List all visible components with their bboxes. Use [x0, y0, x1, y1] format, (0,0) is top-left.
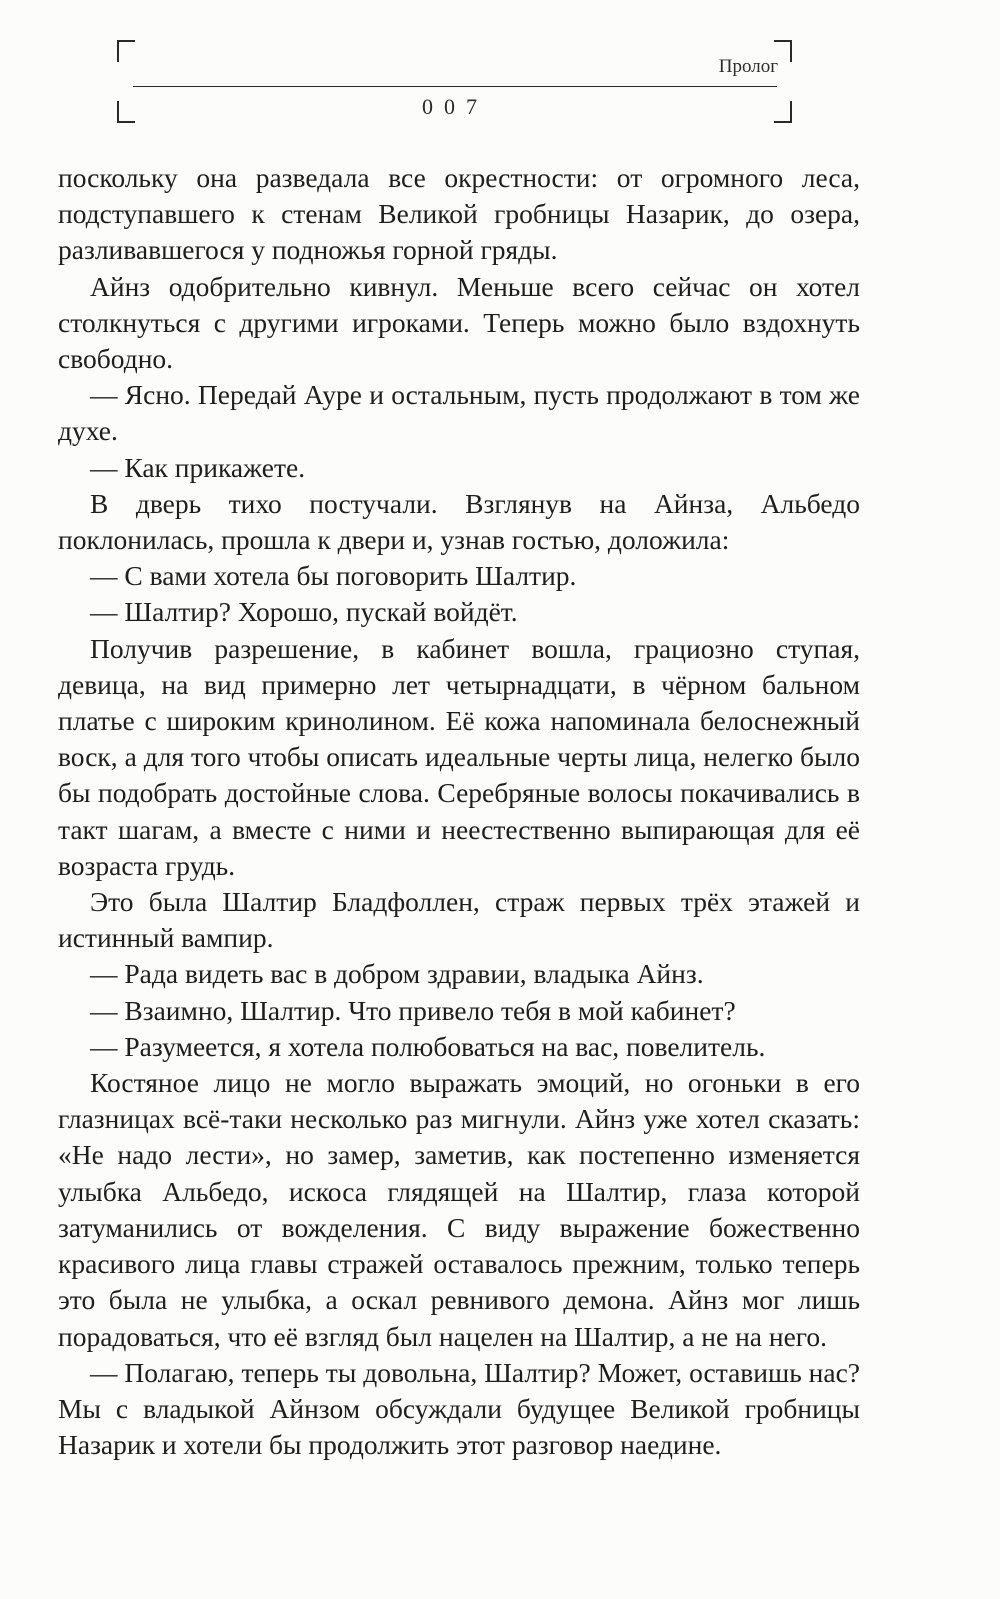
- header-corner-bracket: [117, 40, 135, 62]
- body-text: [58, 160, 860, 1463]
- paragraph: В дверь тихо постучали. Взглянув на Айнза, Альбедо поклонилась, прошла к двери и, узнав гостью, доложила:: [58, 487, 860, 556]
- paragraph: Айнз одобрительно кивнул. Меньше всего сейчас он хотел столкнуться с другими игроками. Теперь можно было вздохнуть свободно.: [58, 270, 860, 375]
- paragraph: — С вами хотела бы поговорить Шалтир.: [90, 560, 577, 592]
- header-rule: [133, 86, 777, 87]
- paragraph: — Рада видеть вас в добром здравии, владыка Айнз.: [90, 958, 704, 990]
- paragraph: — Разумеется, я хотела полюбоваться на вас, повелитель.: [90, 1030, 766, 1062]
- paragraph: — Как прикажете.: [90, 451, 306, 483]
- paragraph: Получив разрешение, в кабинет вошла, грациозно ступая, девица, на вид примерно лет четырнадцати, в чёрном бальном платье с широким кринолином. Её кожа напоминала белоснежный воск, а для того чтобы описать идеальные черты лица, нелегко было бы подобрать достойные слова. Серебряные волосы покачивались в такт шагам, а вместе с ними и неестественно выпирающая для её возраста грудь.: [58, 632, 860, 881]
- paragraph: — Ясно. Передай Ауре и остальным, пусть продолжают в том же духе.: [58, 379, 860, 447]
- paragraph: Это была Шалтир Бладфоллен, страж первых трёх этажей и истинный вампир.: [58, 886, 860, 954]
- page-number: 007: [422, 94, 488, 119]
- paragraph: — Полагаю, теперь ты довольна, Шалтир? Может, оставишь нас? Мы с владыкой Айнзом обсуждали будущее Великой гробницы Назарик и хотели бы продолжить этот разговор наедине.: [58, 1356, 860, 1461]
- header-corner-bracket: [117, 101, 135, 123]
- paragraph: — Шалтир? Хорошо, пускай войдёт.: [90, 596, 518, 628]
- running-head: Пролог: [718, 56, 778, 77]
- paragraph: Костяное лицо не могло выражать эмоций, но огоньки в его глазницах всё-таки несколько раз мигнули. Айнз уже хотел сказать: «Не надо лести», но замер, заметив, как постепенно изменяется улыбка Альбедо, искоса глядящей на Шалтир, глаза которой затуманились от вожделения. С виду выражение божественно красивого лица главы стражей оставалось прежним, только теперь это была не улыбка, а оскал ревнивого демона. Айнз мог лишь порадоваться, что её взгляд был нацелен на Шалтир, а не на него.: [58, 1067, 860, 1352]
- paragraph: поскольку она разведала все окрестности: от огромного леса, подступавшего к стенам Великой гробницы Назарик, до озера, разливавшегося у подножья горной гряды.: [58, 162, 860, 266]
- header-corner-bracket: [774, 101, 792, 123]
- paragraph: — Взаимно, Шалтир. Что привело тебя в мой кабинет?: [90, 994, 736, 1026]
